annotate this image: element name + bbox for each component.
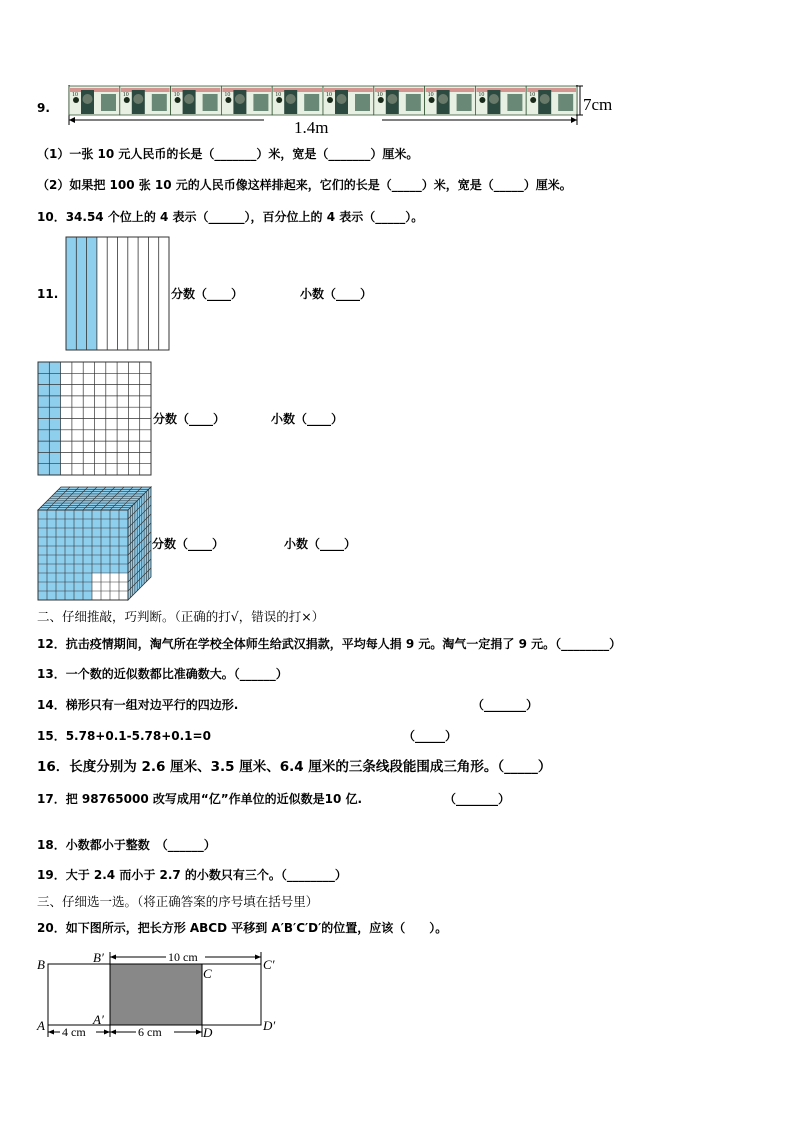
question-12: 12．抗击疫情期间，淘气所在学校全体师生给武汉捐款，平均每人捐 9 元。淘气一定捐了 9 元。（________） xyxy=(37,637,622,651)
banknote xyxy=(120,86,171,115)
banknote xyxy=(526,86,577,115)
question-19: 19．大于 2.4 而小于 2.7 的小数只有三个。（________） xyxy=(37,868,347,882)
question-9-sub1: （1）一张 10 元人民币的长是（_______）米，宽是（_______）厘米。 xyxy=(37,147,419,161)
question-17-blank: （_______） xyxy=(444,792,511,806)
label-B: B xyxy=(37,957,45,972)
section-2-heading: 二、仔细推敲，巧判断。（正确的打√，错误的打×） xyxy=(37,609,325,624)
note-denomination: 10 xyxy=(122,92,129,98)
banknote xyxy=(171,86,222,115)
question-18: 18．小数都小于整数 （______） xyxy=(37,838,216,852)
label-C: C xyxy=(203,966,212,981)
label-A-prime: A′ xyxy=(93,1012,104,1027)
question-15: 15．5.78+0.1-5.78+0.1=0 xyxy=(37,729,211,743)
question-14-blank: （_______） xyxy=(472,698,539,712)
bottom-left-measure: 4 cm xyxy=(62,1025,86,1039)
question-10: 10．34.54 个位上的 4 表示（______），百分位上的 4 表示（_____）。 xyxy=(37,210,424,224)
label-D: D xyxy=(203,1025,213,1040)
note-denomination: 10 xyxy=(529,92,536,98)
top-measure: 10 cm xyxy=(168,950,198,964)
translation-rectangle-figure xyxy=(30,944,290,1044)
tenths-figure xyxy=(65,236,171,352)
label-D-prime: D′ xyxy=(263,1018,276,1033)
note-denomination: 10 xyxy=(72,92,78,98)
note-denomination: 10 xyxy=(427,92,434,98)
banknote xyxy=(323,86,374,115)
section-3-heading: 三、仔细选一选。（将正确答案的序号填在括号里） xyxy=(37,894,319,909)
question-17: 17．把 98765000 改写成用“亿”作单位的近似数是10 亿. xyxy=(37,792,363,806)
question-15-blank: （_____） xyxy=(403,729,458,743)
fig2-decimal-blank: 小数（____） xyxy=(271,412,344,426)
question-13: 13．一个数的近似数都比准确数大。（______） xyxy=(37,667,288,681)
label-A: A xyxy=(37,1018,45,1033)
note-denomination: 10 xyxy=(173,92,180,98)
note-denomination: 10 xyxy=(224,92,231,98)
width-label: 7cm xyxy=(583,95,613,114)
question-14: 14．梯形只有一组对边平行的四边形. xyxy=(37,698,239,712)
note-denomination: 10 xyxy=(376,92,383,98)
note-denomination: 10 xyxy=(326,92,332,98)
fig1-decimal-blank: 小数（____） xyxy=(300,287,373,301)
banknote xyxy=(221,86,272,115)
fig1-fraction-blank: 分数（____） xyxy=(171,287,244,301)
question-9-number: 9. xyxy=(37,101,50,115)
banknote xyxy=(425,86,476,115)
note-denomination: 10 xyxy=(478,92,485,98)
fig2-fraction-blank: 分数（____） xyxy=(153,412,226,426)
hundredths-figure xyxy=(37,361,153,477)
fig3-fraction-blank: 分数（____） xyxy=(152,537,225,551)
banknote xyxy=(475,86,526,115)
thousandths-cube-figure xyxy=(37,486,153,602)
note-denomination: 10 xyxy=(275,92,282,98)
bottom-mid-measure: 6 cm xyxy=(138,1025,162,1039)
length-label: 1.4m xyxy=(294,118,329,137)
banknote xyxy=(272,86,323,115)
question-9-sub2: （2）如果把 100 张 10 元的人民币像这样排起来，它们的长是（_____）米，宽是（_____）厘米。 xyxy=(37,178,572,192)
question-11-number: 11. xyxy=(37,287,59,301)
banknote xyxy=(374,86,425,115)
label-B-prime: B′ xyxy=(93,950,104,965)
question-20: 20．如下图所示，把长方形 ABCD 平移到 A′B′C′D′的位置，应该（ ）。 xyxy=(37,921,448,935)
fig3-decimal-blank: 小数（____） xyxy=(284,537,357,551)
label-C-prime: C′ xyxy=(263,957,275,972)
banknote xyxy=(69,86,120,115)
banknote-strip-figure xyxy=(64,80,624,138)
question-16: 16．长度分别为 2.6 厘米、3.5 厘米、6.4 厘米的三条线段能围成三角形。（_____） xyxy=(37,759,552,775)
